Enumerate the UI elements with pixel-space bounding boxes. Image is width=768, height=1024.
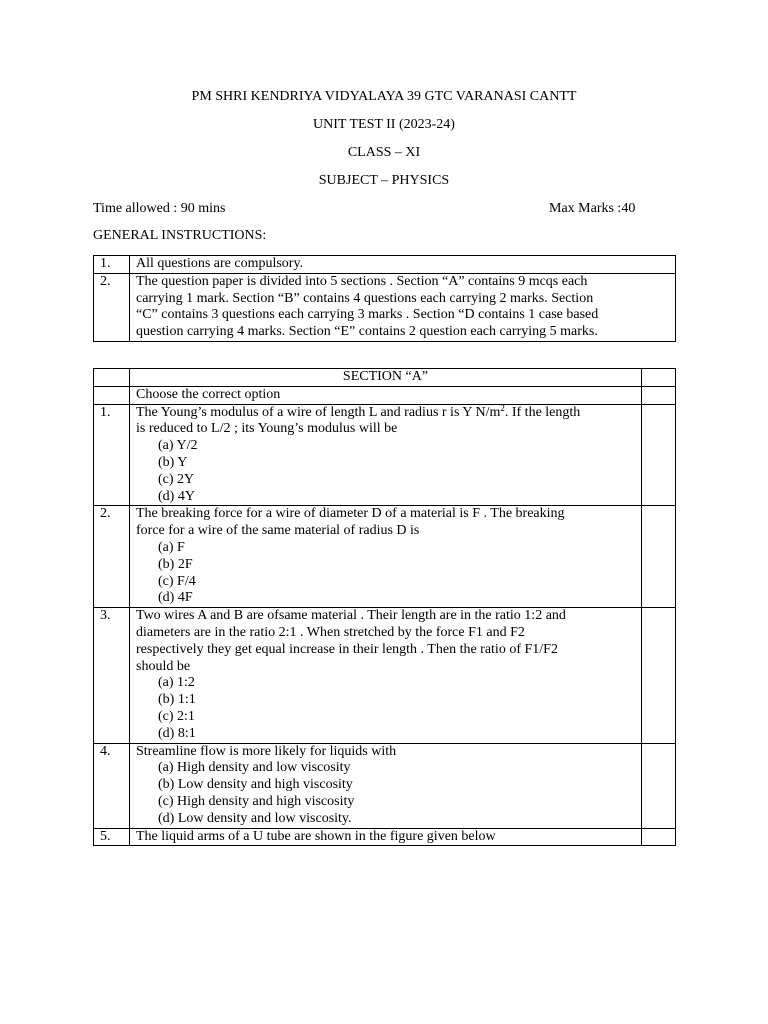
question-line: force for a wire of the same material of radius D is — [136, 523, 420, 539]
question-line: diameters are in the ratio 2:1 . When stretched by the force F1 and F2 — [136, 624, 525, 640]
option-d: (d) Low density and low viscosity. — [158, 810, 352, 826]
instruction-line: question carrying 4 marks. Section “E” contains 2 question each carrying 5 marks. — [136, 324, 598, 340]
instruction-number: 1. — [94, 256, 130, 274]
school-name: PM SHRI KENDRIYA VIDYALAYA 39 GTC VARANASI CANTT — [191, 89, 577, 104]
question-number: 1. — [94, 404, 130, 506]
question-line: is reduced to L/2 ; its Young’s modulus will be — [136, 421, 398, 437]
marks-cell — [642, 369, 676, 387]
marks-cell — [642, 828, 676, 846]
marks-cell — [642, 743, 676, 828]
option-d: (d) 4F — [158, 590, 193, 606]
option-d: (d) 4Y — [158, 488, 195, 504]
instructions-heading: GENERAL INSTRUCTIONS: — [93, 228, 267, 243]
exam-title: UNIT TEST II (2023-24) — [313, 117, 455, 132]
option-c: (c) High density and high viscosity — [158, 793, 355, 809]
superscript: 2 — [500, 402, 505, 413]
question-row — [94, 828, 676, 846]
option-c: (c) F/4 — [158, 573, 196, 589]
question-line: should be — [136, 658, 191, 674]
question-row — [94, 743, 676, 828]
question-line — [136, 402, 635, 422]
section-a-subtitle: Choose the correct option — [130, 386, 642, 404]
question-line-text: The Young’s modulus of a wire of length L and radius r is Y N/m — [136, 404, 501, 420]
question-line: The breaking force for a wire of diameter D of a material is F . The breaking — [136, 506, 565, 522]
question-number: 4. — [94, 743, 130, 828]
question-number: 3. — [94, 608, 130, 743]
instruction-line: carrying 1 mark. Section “B” contains 4 questions each carrying 2 marks. Section — [136, 290, 594, 306]
instructions-table — [93, 255, 676, 342]
instruction-text — [130, 256, 676, 274]
option-a: (a) High density and low viscosity — [158, 760, 351, 776]
marks-cell — [642, 404, 676, 506]
marks-cell — [642, 506, 676, 608]
question-body — [130, 404, 642, 506]
marks-cell — [642, 608, 676, 743]
option-a: (a) F — [158, 539, 185, 555]
option-b: (b) 2F — [158, 556, 193, 572]
question-line: Streamline flow is more likely for liquids with — [136, 743, 397, 759]
question-line: respectively they get equal increase in their length . Then the ratio of F1/F2 — [136, 641, 558, 657]
option-b: (b) Y — [158, 454, 188, 470]
section-title-row — [94, 369, 676, 387]
instruction-row — [94, 256, 676, 274]
question-body — [130, 743, 642, 828]
question-row — [94, 608, 676, 743]
option-a: (a) Y/2 — [158, 438, 198, 454]
question-body — [130, 828, 642, 846]
section-a-table — [93, 368, 676, 846]
class-label: CLASS – XI — [347, 145, 421, 160]
section-a-title: SECTION “A” — [130, 369, 642, 387]
section-subtitle-row — [94, 386, 676, 404]
instruction-line: The question paper is divided into 5 sections . Section “A” contains 9 mcqs each — [136, 273, 588, 289]
question-body — [130, 506, 642, 608]
question-row — [94, 506, 676, 608]
option-a: (a) 1:2 — [158, 675, 195, 691]
question-body — [130, 608, 642, 743]
question-number: 5. — [94, 828, 130, 846]
instruction-text — [130, 273, 676, 341]
option-c: (c) 2:1 — [158, 708, 195, 724]
question-line: The liquid arms of a U tube are shown in the figure given below — [136, 828, 496, 844]
instruction-row — [94, 273, 676, 341]
question-row — [94, 404, 676, 506]
question-line: Two wires A and B are ofsame material . Their length are in the ratio 1:2 and — [136, 608, 566, 624]
question-line-tail: . If the length — [504, 404, 581, 420]
option-b: (b) 1:1 — [158, 692, 196, 708]
time-allowed: Time allowed : 90 mins — [93, 201, 226, 216]
instruction-line: “C” contains 3 questions each carrying 3 marks . Section “D contains 1 case based — [136, 307, 599, 323]
max-marks: Max Marks :40 — [549, 201, 636, 216]
instruction-line: All questions are compulsory. — [136, 256, 304, 271]
instruction-number: 2. — [94, 273, 130, 341]
option-d: (d) 8:1 — [158, 725, 196, 741]
option-c: (c) 2Y — [158, 471, 195, 487]
subject-label: SUBJECT – PHYSICS — [318, 173, 450, 188]
question-number: 2. — [94, 506, 130, 608]
marks-cell — [642, 386, 676, 404]
option-b: (b) Low density and high viscosity — [158, 777, 353, 793]
